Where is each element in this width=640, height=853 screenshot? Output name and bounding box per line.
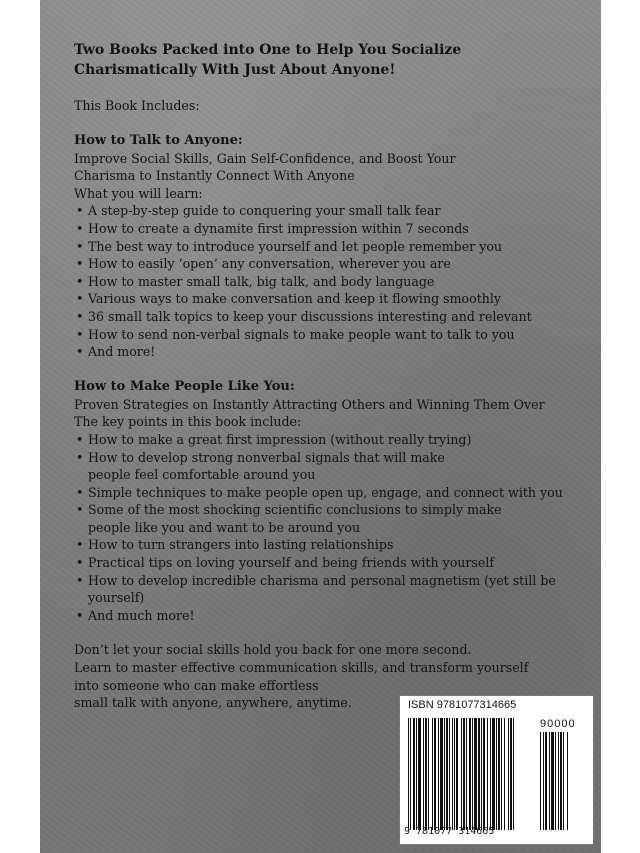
closing-line-4: small talk with anyone, anywhere, anytime.	[74, 695, 352, 711]
list-item: • How to turn strangers into lasting relationships	[74, 536, 594, 554]
list-item: • Various ways to make conversation and keep it flowing smoothly	[74, 290, 594, 308]
list-item: • How to easily ‘open’ any conversation, wherever you are	[74, 255, 594, 273]
closing-line-3: into someone who can make effortless	[74, 677, 319, 693]
headline: Two Books Packed into One to Help You Socialize Charismatically With Just About Anyone!	[74, 42, 462, 78]
list-item: • How to master small talk, big talk, and body language	[74, 273, 594, 291]
closing-line-1: Don’t let your social skills hold you back for one more second.	[74, 642, 472, 658]
list-item: • How to send non-verbal signals to make people want to talk to you	[74, 326, 594, 344]
list-item: • 36 small talk topics to keep your discussions interesting and relevant	[74, 308, 594, 326]
isbn-label: ISBN 9781077314665	[408, 699, 517, 711]
list-item: • How to make a great first impression (without really trying)	[74, 431, 594, 449]
book2-title: How to Make People Like You:	[74, 378, 295, 394]
book2-subtitle: Proven Strategies on Instantly Attracting Others and Winning Them Over	[74, 396, 545, 412]
book1-intro: What you will learn:	[74, 185, 203, 201]
includes-label: This Book Includes:	[74, 98, 200, 113]
list-item: • A step-by-step guide to conquering your small talk fear	[74, 202, 594, 220]
list-item: • The best way to introduce yourself and let people remember you	[74, 238, 594, 256]
price-barcode-bars	[540, 732, 586, 830]
barcode-digits: 9 781077 314665	[404, 826, 495, 837]
cover-text	[74, 40, 594, 712]
isbn-barcode	[399, 695, 594, 845]
book1-subtitle: Improve Social Skills, Gain Self-Confidence, and Boost Your Charisma to Instantly Connect With Anyone	[74, 150, 456, 184]
book1-list	[74, 202, 594, 360]
list-item: • How to develop strong nonverbal signals that will make people feel comfortable around you	[74, 449, 478, 484]
back-cover	[40, 0, 601, 853]
list-item: • Simple techniques to make people open up, engage, and connect with you	[74, 484, 594, 502]
book1-title: How to Talk to Anyone:	[74, 132, 243, 148]
list-item: • Some of the most shocking scientific conclusions to simply make people like you and want to be around you	[74, 501, 528, 536]
list-item: • How to develop incredible charisma and personal magnetism (yet still be yourself)	[74, 572, 578, 607]
price-code: 90000	[540, 718, 576, 730]
barcode-bars	[408, 718, 532, 830]
book2-intro: The key points in this book include:	[74, 414, 302, 430]
list-item: • And much more!	[74, 607, 594, 625]
list-item: • And more!	[74, 343, 594, 361]
list-item: • Practical tips on loving yourself and being friends with yourself	[74, 554, 594, 572]
list-item: • How to create a dynamite first impression within 7 seconds	[74, 220, 594, 238]
book2-list	[74, 431, 594, 625]
closing-line-2: Learn to master effective communication skills, and transform yourself	[74, 660, 529, 676]
